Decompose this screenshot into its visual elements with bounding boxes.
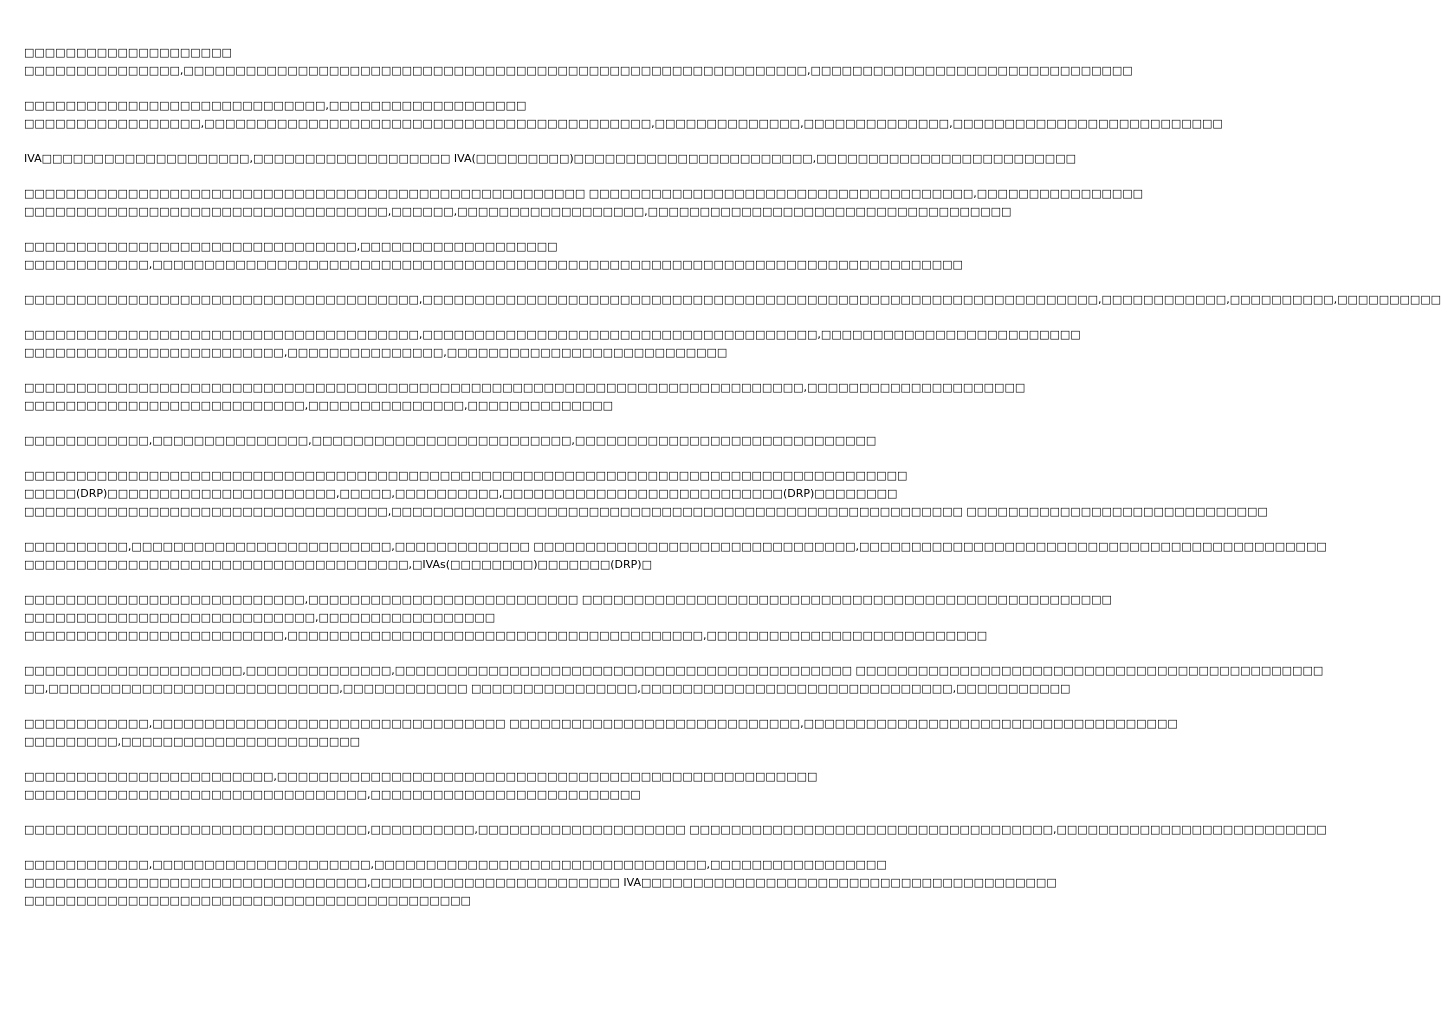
text-line: □□□□□□□□□□□□□□□□□□□□□□□□□,□□□□□□□□□□□□□□□,□□□□□□□□□□□□□□□□□□□□□□□□□□□ — [24, 346, 728, 359]
text-line: □□□□□□□□□□□□□□□□□□□□□□□□□,□□□□□□□□□□□□□□□□□□□□□□□□□□□□□□□□□□□□□□□□,□□□□□□□□□□□□□□□□□□□□□□□□□□□ — [24, 629, 988, 642]
text-line: □□□□□□□□□□,□□□□□□□□□□□□□□□□□□□□□□□□□,□□□□□□□□□□□□□ □□□□□□□□□□□□□□□□□□□□□□□□□□□□□□□,□□□□□□□□□□□□□□□□□□□□□□□□□□□□□□□□□□□□□□□□□□□□□ — [24, 540, 1327, 553]
paragraph — [24, 768, 818, 804]
text-line: □□□□□□□□□□□□□□□□□□□□□□□□□□□□□□□□□□□,□□□□□□,□□□□□□□□□□□□□□□□□□,□□□□□□□□□□□□□□□□□□□□□□□□□□□□□□□□□□□ — [24, 205, 1012, 218]
paragraph — [24, 150, 1076, 168]
paragraph — [24, 538, 1327, 574]
text-line: □□□□□□□□□□□□□□□□□□□□□□□□□□□□□□□□□,□□□□□□□□□□□□□□□□□□□□□□□□ IVA□□□□□□□□□□□□□□□□□□□□□□□□□□□□□□□□□□□□□□□□ — [24, 876, 1057, 889]
text-line: □□□□□□□□□□□□,□□□□□□□□□□□□□□□,□□□□□□□□□□□□□□□□□□□□□□□□□,□□□□□□□□□□□□□□□□□□□□□□□□□□□□□ — [24, 434, 877, 447]
text-line: □□□□□□□□□□□□□□□□□□□□□□□□□□□□□□□□□□□□□□□□□□□□□□□□□□□□□□ □□□□□□□□□□□□□□□□□□□□□□□□□□□□□□□□□□□□□,□□□□□□□□□□□□□□□□ — [24, 187, 1144, 200]
paragraph — [24, 291, 1441, 309]
paragraph — [24, 326, 1081, 362]
paragraph — [24, 591, 1112, 645]
text-line: □□□□□□□□□□□□,□□□□□□□□□□□□□□□□□□□□□□□□□□□□□□□□□□□□□□□□□□□□□□□□□□□□□□□□□□□□□□□□□□□□□□□□□□□□□□ — [24, 258, 963, 271]
text-line: □□□□□□□□□□□□□□□□□□□□□□□□□□□,□□□□□□□□□□□□□□□,□□□□□□□□□□□□□□ — [24, 399, 614, 412]
paragraph — [24, 467, 1268, 521]
text-line: □□□□□□□□□□□□□□□,□□□□□□□□□□□□□□□□□□□□□□□□□□□□□□□□□□□□□□□□□□□□□□□□□□□□□□□□□□□□,□□□□□□□□□□□□□□□□□□□□□□□□□□□□□□□ — [24, 64, 1133, 77]
text-line: □□□□□□□□□□□□□□□□□□□□□□□□□□□,□□□□□□□□□□□□□□□□□□□□□□□□□□ □□□□□□□□□□□□□□□□□□□□□□□□□□□□□□□□□□□□□□□□□□□□□□□□□□□ — [24, 593, 1112, 606]
text-line: □□□□□□□□□□□□□□□□□□□□ — [24, 46, 232, 59]
document-body — [24, 44, 1441, 927]
text-line: □□□□□□□□□□□□,□□□□□□□□□□□□□□□□□□□□□□□□□□□□□□□□□□ □□□□□□□□□□□□□□□□□□□□□□□□□□□□,□□□□□□□□□□□□□□□□□□□□□□□□□□□□□□□□□□□□ — [24, 717, 1178, 730]
paragraph — [24, 238, 963, 274]
text-line: □□,□□□□□□□□□□□□□□□□□□□□□□□□□□□□,□□□□□□□□□□□□ □□□□□□□□□□□□□□□□,□□□□□□□□□□□□□□□□□□□□□□□□□□□□□□,□□□□□□□□□□□ — [24, 682, 1071, 695]
paragraph — [24, 662, 1324, 698]
text-line: □□□□□□□□□,□□□□□□□□□□□□□□□□□□□□□□□ — [24, 735, 361, 748]
text-line: □□□□□□□□□□□□□□□□□□□□□□□□□□□□□□□□□,□□□□□□□□□□,□□□□□□□□□□□□□□□□□□□□ □□□□□□□□□□□□□□□□□□□□□□□□□□□□□□□□□□□,□□□□□□□□□□□□□□□□□□□□□□□□□□ — [24, 823, 1327, 836]
text-line: □□□□□□□□□□□□□□□□□□□□□□□□□□□□□□□□□□□□□□,□□□□□□□□□□□□□□□□□□□□□□□□□□□□□□□□□□□□□□□□□□□□□□□□□□□□□□□□□□□□□□□□□,□□□□□□□□□□□□,□□□□□□□□□□,□□□□□□□□□□ — [24, 293, 1441, 306]
text-line: □□□□□□□□□□□□□□□□□□□□□□□□□□□□□□□□□,□□□□□□□□□□□□□□□□□□□□□□□□□□ — [24, 788, 641, 801]
paragraph — [24, 432, 877, 450]
text-line: □□□□□□□□□□□□□□□□□□□□□□□□□□□□□□□□□□□□□□□□□□□ — [24, 894, 471, 907]
text-line: □□□□□□□□□□□□□□□□□□□□□□□□□□□□□,□□□□□□□□□□□□□□□□□□□ — [24, 99, 527, 112]
paragraph — [24, 379, 1026, 415]
paragraph — [24, 856, 1057, 910]
text-line: IVA□□□□□□□□□□□□□□□□□□□□,□□□□□□□□□□□□□□□□□□□ IVA(□□□□□□□□□)□□□□□□□□□□□□□□□□□□□□□□□,□□□□□□□□□□□□□□□□□□□□□□□□□ — [24, 152, 1076, 165]
paragraph — [24, 97, 1223, 133]
text-line: □□□□□□□□□□□□□□□□□□□□□□□□□□□□□□□□,□□□□□□□□□□□□□□□□□□□ — [24, 240, 558, 253]
paragraph — [24, 715, 1178, 751]
text-line: □□□□□□□□□□□□□□□□□□□□□□□□,□□□□□□□□□□□□□□□□□□□□□□□□□□□□□□□□□□□□□□□□□□□□□□□□□□□□ — [24, 770, 818, 783]
text-line: □□□□□□□□□□□□□□□□□□□□□□□□□□□□□□□□□□□□□□□□□□□□□□□□□□□□□□□□□□□□□□□□□□□□□□□□□□□□□□□□□□□□□ — [24, 469, 908, 482]
text-line: □□□□□(DRP)□□□□□□□□□□□□□□□□□□□□□□,□□□□□,□□□□□□□□□□,□□□□□□□□□□□□□□□□□□□□□□□□□□□(DRP)□□□□□□□□ — [24, 487, 898, 500]
paragraph — [24, 185, 1144, 221]
text-line: □□□□□□□□□□□□□□□□□□□□□□□□□□□□,□□□□□□□□□□□□□□□□□ — [24, 611, 496, 624]
text-line: □□□□□□□□□□□□□□□□□□□□□,□□□□□□□□□□□□□□,□□□□□□□□□□□□□□□□□□□□□□□□□□□□□□□□□□□□□□□□□□□□ □□□□□□□□□□□□□□□□□□□□□□□□□□□□□□□□□□□□□□□□□□□□□ — [24, 664, 1324, 677]
text-line: □□□□□□□□□□□□□□□□□□□□□□□□□□□□□□□□□□□□□□,□□□□□□□□□□□□□□□□□□□□□□□□□□□□□□□□□□□□□□,□□□□□□□□□□□□□□□□□□□□□□□□□ — [24, 328, 1081, 341]
text-line: □□□□□□□□□□□□,□□□□□□□□□□□□□□□□□□□□□,□□□□□□□□□□□□□□□□□□□□□□□□□□□□□□□□,□□□□□□□□□□□□□□□□□ — [24, 858, 887, 871]
paragraph — [24, 821, 1327, 839]
text-line: □□□□□□□□□□□□□□□□□□□□□□□□□□□□□□□□□□□,□□□□□□□□□□□□□□□□□□□□□□□□□□□□□□□□□□□□□□□□□□□□□□□□□□□□□□□ □□□□□□□□□□□□□□□□□□□□□□□□□□□□□ — [24, 505, 1268, 518]
text-line: □□□□□□□□□□□□□□□□□,□□□□□□□□□□□□□□□□□□□□□□□□□□□□□□□□□□□□□□□□□□□,□□□□□□□□□□□□□□,□□□□□□□□□□□□□□,□□□□□□□□□□□□□□□□□□□□□□□□□□ — [24, 117, 1223, 130]
text-line: □□□□□□□□□□□□□□□□□□□□□□□□□□□□□□□□□□□□□□□□□□□□□□□□□□□□□□□□□□□□□□□□□□□□□□□□□□□,□□□□□□□□□□□□□□□□□□□□□ — [24, 381, 1026, 394]
paragraph — [24, 44, 1133, 80]
text-line: □□□□□□□□□□□□□□□□□□□□□□□□□□□□□□□□□□□□□,□IVAs(□□□□□□□□)□□□□□□□(DRP)□ — [24, 558, 652, 571]
